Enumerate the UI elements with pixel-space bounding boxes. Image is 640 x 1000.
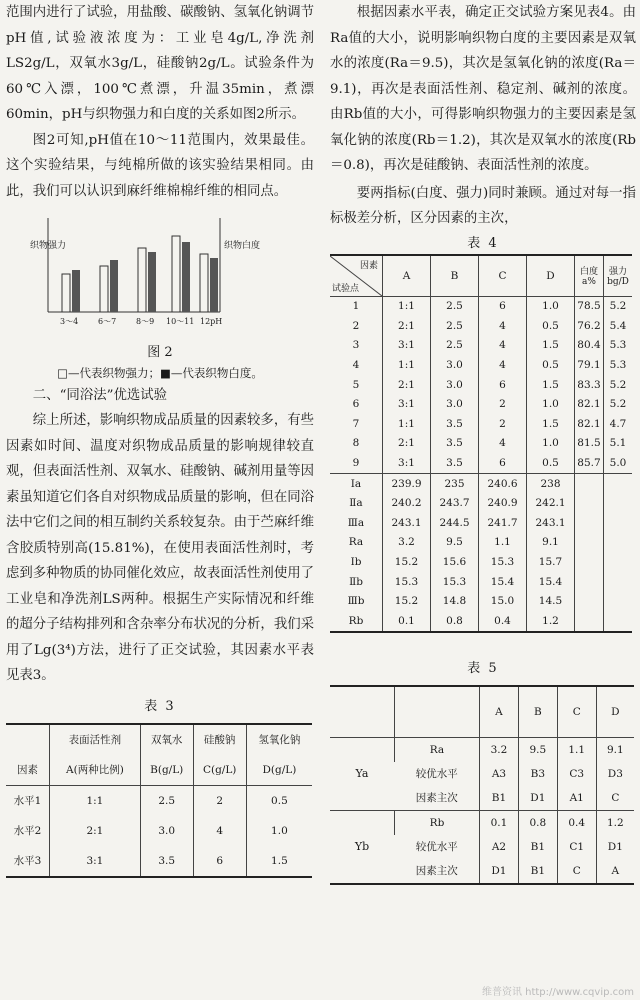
t4-cell: 4 — [479, 434, 527, 454]
t4-cell: Ⅲa — [347, 516, 365, 529]
t5-cell: C3 — [557, 762, 596, 786]
t5-cell: A3 — [480, 762, 519, 786]
t4-cell: 1 — [352, 300, 360, 313]
table-row — [330, 316, 632, 336]
t4-cell: 4 — [479, 355, 527, 375]
t5-cell: 较优水平 — [415, 768, 458, 781]
t3-col0: 因素 — [6, 755, 50, 786]
t4-cell: 1:1 — [383, 296, 431, 316]
t4-cell: 8 — [352, 437, 360, 450]
fig2-bar — [200, 254, 208, 312]
right-column — [330, 0, 636, 885]
figure-2-legend: □—代表织物强力；■—代表织物白度。 — [57, 366, 263, 380]
t4-cell: 0.5 — [527, 355, 575, 375]
t4-cell: 3.0 — [431, 394, 479, 414]
t4-cell: 5.3 — [604, 336, 633, 356]
left-column — [6, 0, 314, 878]
t4-cell: 3.5 — [431, 434, 479, 454]
t4-cell: 2.5 — [431, 316, 479, 336]
t5-cell: 0.4 — [557, 810, 596, 835]
fig2-bar — [210, 258, 218, 312]
t4-cell: 76.2 — [575, 316, 604, 336]
t4-cell: Rb — [348, 614, 364, 627]
t4-cell: 240.9 — [479, 493, 527, 513]
t4-header: B — [431, 255, 479, 297]
t4-cell: 15.2 — [383, 552, 431, 572]
left-paragraph-3: 综上所述，影响织物成品质量的因素较多，有些因素如时间、温度对织物成品质量的影响规律较直观，但表面活性剂、双氧水、硅酸钠、碱剂用量等因素虽知道它们各自对织物成品质量的影响，但在同浴法中它们之间的相互制约关系较复杂。由于苎麻纤维含胶质特别高(15.81%)，在使用表面活性剂时，考虑到多种物质的协同催化效应，故表面活性剂使用了工业皂和净洗剂LS两种。根据生产实际情况和纤维的超分子结构排列和含杂率分布状况的分析，我们采用了Lg(3⁴)方法，进行了正交试验，其因素水平表见表3。 — [6, 413, 314, 683]
t4-cell: 15.6 — [431, 552, 479, 572]
t4-corner-bottom: 试验点 — [332, 283, 360, 294]
t5-cell: 1.2 — [596, 810, 634, 835]
t5-cell: C1 — [557, 835, 596, 859]
t4-cell: 1:1 — [383, 355, 431, 375]
t3-header: 双氧水 — [140, 724, 193, 755]
t5-cell: 1.1 — [557, 737, 596, 762]
t3-header: 硅酸钠 — [193, 724, 246, 755]
t4-cell: 9.5 — [431, 533, 479, 553]
t4-cell: 6 — [479, 296, 527, 316]
t4-cell: 14.5 — [527, 591, 575, 611]
fig2-bar — [148, 252, 156, 312]
t4-cell: 85.7 — [575, 453, 604, 473]
t3-header: C(g/L) — [193, 755, 246, 786]
t4-cell: 2 — [479, 414, 527, 434]
table-row — [330, 296, 632, 316]
t5-cell: B3 — [518, 762, 557, 786]
t5-cell: D1 — [596, 835, 634, 859]
t5-header: A — [480, 686, 519, 738]
t4-cell: 5 — [352, 378, 360, 391]
t3-header: A(两种比例) — [50, 755, 141, 786]
t4-cell: 6 — [479, 453, 527, 473]
figure-2 — [6, 208, 314, 336]
t4-cell: 5.0 — [604, 453, 633, 473]
fig2-ylabel-right: 织物白度 — [224, 241, 261, 251]
t4-cell: 15.4 — [527, 572, 575, 592]
fig2-bar — [100, 266, 108, 312]
table-row — [330, 533, 632, 553]
t4-cell: 3:1 — [383, 336, 431, 356]
t4-cell: 241.7 — [479, 513, 527, 533]
t5-cell: 0.8 — [518, 810, 557, 835]
table-row — [330, 591, 632, 611]
t4-cell: 1.0 — [527, 296, 575, 316]
table-row — [330, 355, 632, 375]
t4-cell: 243.1 — [527, 513, 575, 533]
t4-cell: 6 — [479, 375, 527, 395]
t4-header: 强力bg/D — [604, 255, 633, 297]
t5-cell: A — [596, 859, 634, 884]
table-row: 水平1 1:1 2.5 2 0.5 — [6, 785, 312, 816]
table-row — [330, 572, 632, 592]
t4-cell: 1.0 — [527, 434, 575, 454]
t4-cell: 15.7 — [527, 552, 575, 572]
t4-cell: 2.5 — [431, 296, 479, 316]
table-row — [330, 493, 632, 513]
t4-cell: 2.5 — [431, 336, 479, 356]
table-row — [330, 552, 632, 572]
t5-cell: B1 — [480, 786, 519, 811]
fig2-xtick: 10～11 — [166, 317, 195, 326]
t5-group-label: Ya — [355, 767, 369, 781]
t4-cell: 1.2 — [527, 611, 575, 632]
t5-header: C — [557, 686, 596, 738]
table-row — [330, 453, 632, 473]
t4-cell: 81.5 — [575, 434, 604, 454]
t5-cell: B1 — [518, 859, 557, 884]
fig2-bar — [172, 236, 180, 312]
t4-cell: 5.1 — [604, 434, 633, 454]
t4-cell: 1.5 — [527, 414, 575, 434]
t4-cell: 82.1 — [575, 414, 604, 434]
t4-cell: 1:1 — [383, 414, 431, 434]
table-row: 水平3 3:1 3.5 6 1.5 — [6, 846, 312, 877]
fig2-xtick: 3～4 — [60, 317, 79, 326]
t4-cell: 5.3 — [604, 355, 633, 375]
t4-cell: 3.0 — [431, 375, 479, 395]
t4-cell: 3:1 — [383, 453, 431, 473]
t4-cell: 1.1 — [479, 533, 527, 553]
table-row — [330, 810, 634, 835]
t4-cell: 240.2 — [383, 493, 431, 513]
watermark: 维普资讯 http://www.cqvip.com — [481, 987, 634, 998]
t4-cell: 15.4 — [479, 572, 527, 592]
t4-cell: 80.4 — [575, 336, 604, 356]
t4-cell: 0.4 — [479, 611, 527, 632]
t5-cell: Ra — [395, 737, 480, 762]
t4-cell: 5.2 — [604, 394, 633, 414]
t4-cell: 0.1 — [383, 611, 431, 632]
right-paragraph-2: 要两指标(白度、强力)同时兼顾。通过对每一指标极差分析，区分因素的主次， — [330, 185, 636, 226]
t4-cell: 2:1 — [383, 316, 431, 336]
t4-header: D — [527, 255, 575, 297]
t4-cell: 238 — [527, 473, 575, 493]
t5-cell: 因素主次 — [415, 792, 458, 805]
table-row — [330, 434, 632, 454]
table-row — [330, 737, 634, 762]
t4-cell: 15.2 — [383, 591, 431, 611]
t4-cell: Ⅰa — [330, 473, 383, 493]
fig2-bar — [72, 270, 80, 312]
t4-cell: Ⅱa — [349, 497, 363, 510]
table-4-caption: 表 4 — [467, 235, 499, 251]
t4-cell: 15.3 — [479, 552, 527, 572]
section-title: 二、“同浴法”优选试验 — [32, 388, 168, 403]
t5-cell: D1 — [518, 786, 557, 811]
t4-cell: 2 — [352, 319, 360, 332]
t4-cell: 244.5 — [431, 513, 479, 533]
t4-cell: 15.0 — [479, 591, 527, 611]
t4-cell: 0.8 — [431, 611, 479, 632]
t4-cell: 3 — [352, 339, 360, 352]
right-paragraph-1: 根据因素水平表，确定正交试验方案见表4。由Ra值的大小，说明影响织物白度的主要因素是双氧水的浓度(Ra＝9.5)，其次是氢氧化钠的浓度(Ra＝9.1)，再次是表面活性剂、稳定剂、碱剂的浓度。由Rb值的大小，可得影响织物强力的主要因素是氢氧化钠的浓度(Rb＝1.2)，其次是双氧水的浓度(Rb＝0.8)，再次是硅酸钠、表面活性剂的浓度。 — [330, 5, 636, 173]
t5-cell: 因素主次 — [415, 865, 458, 878]
t4-cell: 4.7 — [604, 414, 633, 434]
table-row — [330, 473, 632, 493]
t3-header: 表面活性剂 — [50, 724, 141, 755]
table-5-caption: 表 5 — [467, 660, 499, 676]
table-3-caption: 表 3 — [144, 698, 176, 714]
t3-header: D(g/L) — [246, 755, 312, 786]
fig2-bar — [138, 248, 146, 312]
t4-cell: 5.2 — [604, 375, 633, 395]
t4-cell: 15.3 — [383, 572, 431, 592]
table-5 — [330, 685, 634, 885]
t5-cell: 9.5 — [518, 737, 557, 762]
table-3 — [6, 723, 312, 878]
t5-cell: C — [557, 859, 596, 884]
table-row — [330, 394, 632, 414]
t4-cell: 243.1 — [383, 513, 431, 533]
t4-cell: 5.4 — [604, 316, 633, 336]
t3-header: B(g/L) — [140, 755, 193, 786]
table-row — [330, 513, 632, 533]
table-row: 水平2 2:1 3.0 4 1.0 — [6, 816, 312, 846]
t4-cell: 0.5 — [527, 316, 575, 336]
t5-cell: C — [596, 786, 634, 811]
table-row — [330, 375, 632, 395]
t4-cell: 1.5 — [527, 375, 575, 395]
t4-cell: 82.1 — [575, 394, 604, 414]
t4-cell: 9 — [352, 457, 360, 470]
t4-cell: 83.3 — [575, 375, 604, 395]
t4-cell: 235 — [431, 473, 479, 493]
t4-cell: Ⅲb — [347, 595, 365, 608]
fig2-bar — [110, 260, 118, 312]
t3-header: 氢氧化钠 — [246, 724, 312, 755]
figure-2-caption: 图 2 — [147, 345, 173, 360]
fig2-ylabel-left: 织物强力 — [30, 241, 67, 251]
t4-cell: 14.8 — [431, 591, 479, 611]
t4-cell: 3.0 — [431, 355, 479, 375]
t4-cell: 243.7 — [431, 493, 479, 513]
t4-header: C — [479, 255, 527, 297]
table-row — [330, 611, 632, 632]
t4-cell: 7 — [352, 417, 360, 430]
t4-cell: Ⅱb — [349, 575, 363, 588]
figure-2-chart — [6, 208, 314, 336]
t4-cell: 2:1 — [383, 375, 431, 395]
table-row — [330, 336, 632, 356]
t4-cell: 2 — [479, 394, 527, 414]
t4-cell: 5.2 — [604, 296, 633, 316]
t5-cell: 较优水平 — [415, 841, 458, 854]
t4-cell: 4 — [479, 336, 527, 356]
t5-cell: Rb — [395, 810, 480, 835]
fig2-bar — [182, 242, 190, 312]
t4-cell: 4 — [479, 316, 527, 336]
t4-corner-top: 因素 — [359, 260, 378, 271]
t5-cell: B1 — [518, 835, 557, 859]
t4-header: 白度a% — [575, 255, 604, 297]
t4-cell: 79.1 — [575, 355, 604, 375]
table-4 — [330, 254, 632, 633]
t4-cell: 2:1 — [383, 434, 431, 454]
fig2-xtick: 8～9 — [136, 317, 155, 326]
t5-cell: 0.1 — [480, 810, 519, 835]
t5-header: D — [596, 686, 634, 738]
t4-cell: 3.2 — [383, 533, 431, 553]
t4-cell: 4 — [352, 359, 360, 372]
t5-cell: 9.1 — [596, 737, 634, 762]
t4-corner — [330, 255, 383, 297]
t4-cell: 242.1 — [527, 493, 575, 513]
fig2-xtick: 12pH — [200, 317, 223, 326]
left-paragraph-2: 图2可知,pH值在10～11范围内，效果最佳。这个实验结果，与纯棉所做的该实验结果相同。由此，我们可以认识到麻纤维棉棉纤维的相同点。 — [6, 132, 314, 199]
t5-cell: 3.2 — [480, 737, 519, 762]
t5-cell: D3 — [596, 762, 634, 786]
t4-cell: 239.9 — [383, 473, 431, 493]
left-paragraph-1: 范围内进行了试验，用盐酸、碳酸钠、氢氧化钠调节pH值,试验液浓度为：工业皂4g/L,净洗剂LS2g/L，双氧水3g/L，硅酸钠2g/L。试验条件为60℃入漂，100℃煮漂，升温35min，煮漂60min，pH与织物强力和白度的关系如图2所示。 — [6, 5, 314, 122]
t4-cell: 9.1 — [527, 533, 575, 553]
t4-cell: 0.5 — [527, 453, 575, 473]
t5-cell: A1 — [557, 786, 596, 811]
t4-cell: 3.5 — [431, 414, 479, 434]
t5-cell: D1 — [480, 859, 519, 884]
t4-cell: 15.3 — [431, 572, 479, 592]
t4-cell: 3.5 — [431, 453, 479, 473]
t5-header: B — [518, 686, 557, 738]
table-row — [330, 414, 632, 434]
t5-group-label: Yb — [330, 810, 395, 884]
t4-cell: Ⅰb — [350, 556, 362, 569]
t4-header: A — [383, 255, 431, 297]
t5-cell: A2 — [480, 835, 519, 859]
t4-cell: 1.5 — [527, 336, 575, 356]
t4-cell: 6 — [352, 398, 360, 411]
fig2-bar — [62, 274, 70, 312]
t4-cell: 240.6 — [479, 473, 527, 493]
t4-cell: Ra — [348, 536, 364, 549]
t4-cell: 3:1 — [383, 394, 431, 414]
t4-cell: 78.5 — [575, 296, 604, 316]
fig2-xtick: 6～7 — [98, 317, 117, 326]
t4-cell: 1.0 — [527, 394, 575, 414]
